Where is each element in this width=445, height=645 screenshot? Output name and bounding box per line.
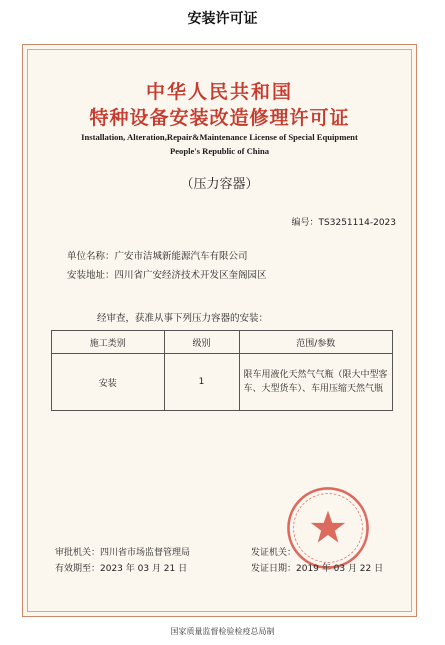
cell-construction-type: 安装 (52, 354, 165, 411)
unit-name: 单位名称：广安市洁城新能源汽车有限公司 (67, 251, 248, 262)
certificate-title-english-line1: Installation, Alteration,Repair&Maintenance License of Special Equipment (81, 132, 358, 142)
certificate-title-line2: 特种设备安装改造修理许可证 (89, 107, 350, 129)
issuer-caption: 国家质量监督检验检疫总局制 (170, 627, 275, 636)
certificate-title-english-line2: People's Republic of China (169, 146, 270, 156)
approval-statement: 经审查，获准从事下列压力容器的安装： (97, 313, 269, 324)
header-construction-type: 施工类别 (52, 331, 165, 354)
cell-level: 1 (164, 354, 239, 411)
header-scope: 范围/参数 (239, 331, 392, 354)
table-header-row (52, 331, 393, 354)
approval-authority: 审批机关：四川省市场监督管理局 (55, 548, 191, 558)
issue-date: 发证日期：2019 年 03 月 22 日 (251, 564, 384, 574)
header-level: 级别 (164, 331, 239, 354)
valid-until: 有效期至：2023 年 03 月 21 日 (55, 564, 188, 574)
official-seal-icon (285, 485, 371, 571)
installation-address: 安装地址：四川省广安经济技术开发区奎阁园区 (67, 270, 267, 281)
license-certificate (22, 44, 417, 617)
certificate-number: 编号：TS3251114-2023 (291, 218, 396, 228)
page-title: 安装许可证 (187, 11, 258, 27)
issuing-authority: 发证机关： (251, 548, 297, 558)
scope-table (51, 330, 393, 411)
certificate-title-line1: 中华人民共和国 (145, 81, 293, 103)
equipment-category: （压力容器） (180, 177, 259, 192)
cell-scope: 限车用液化天然气气瓶（限大中型客车、大型货车）、车用压缩天然气瓶 (239, 354, 392, 411)
table-row (52, 354, 393, 411)
